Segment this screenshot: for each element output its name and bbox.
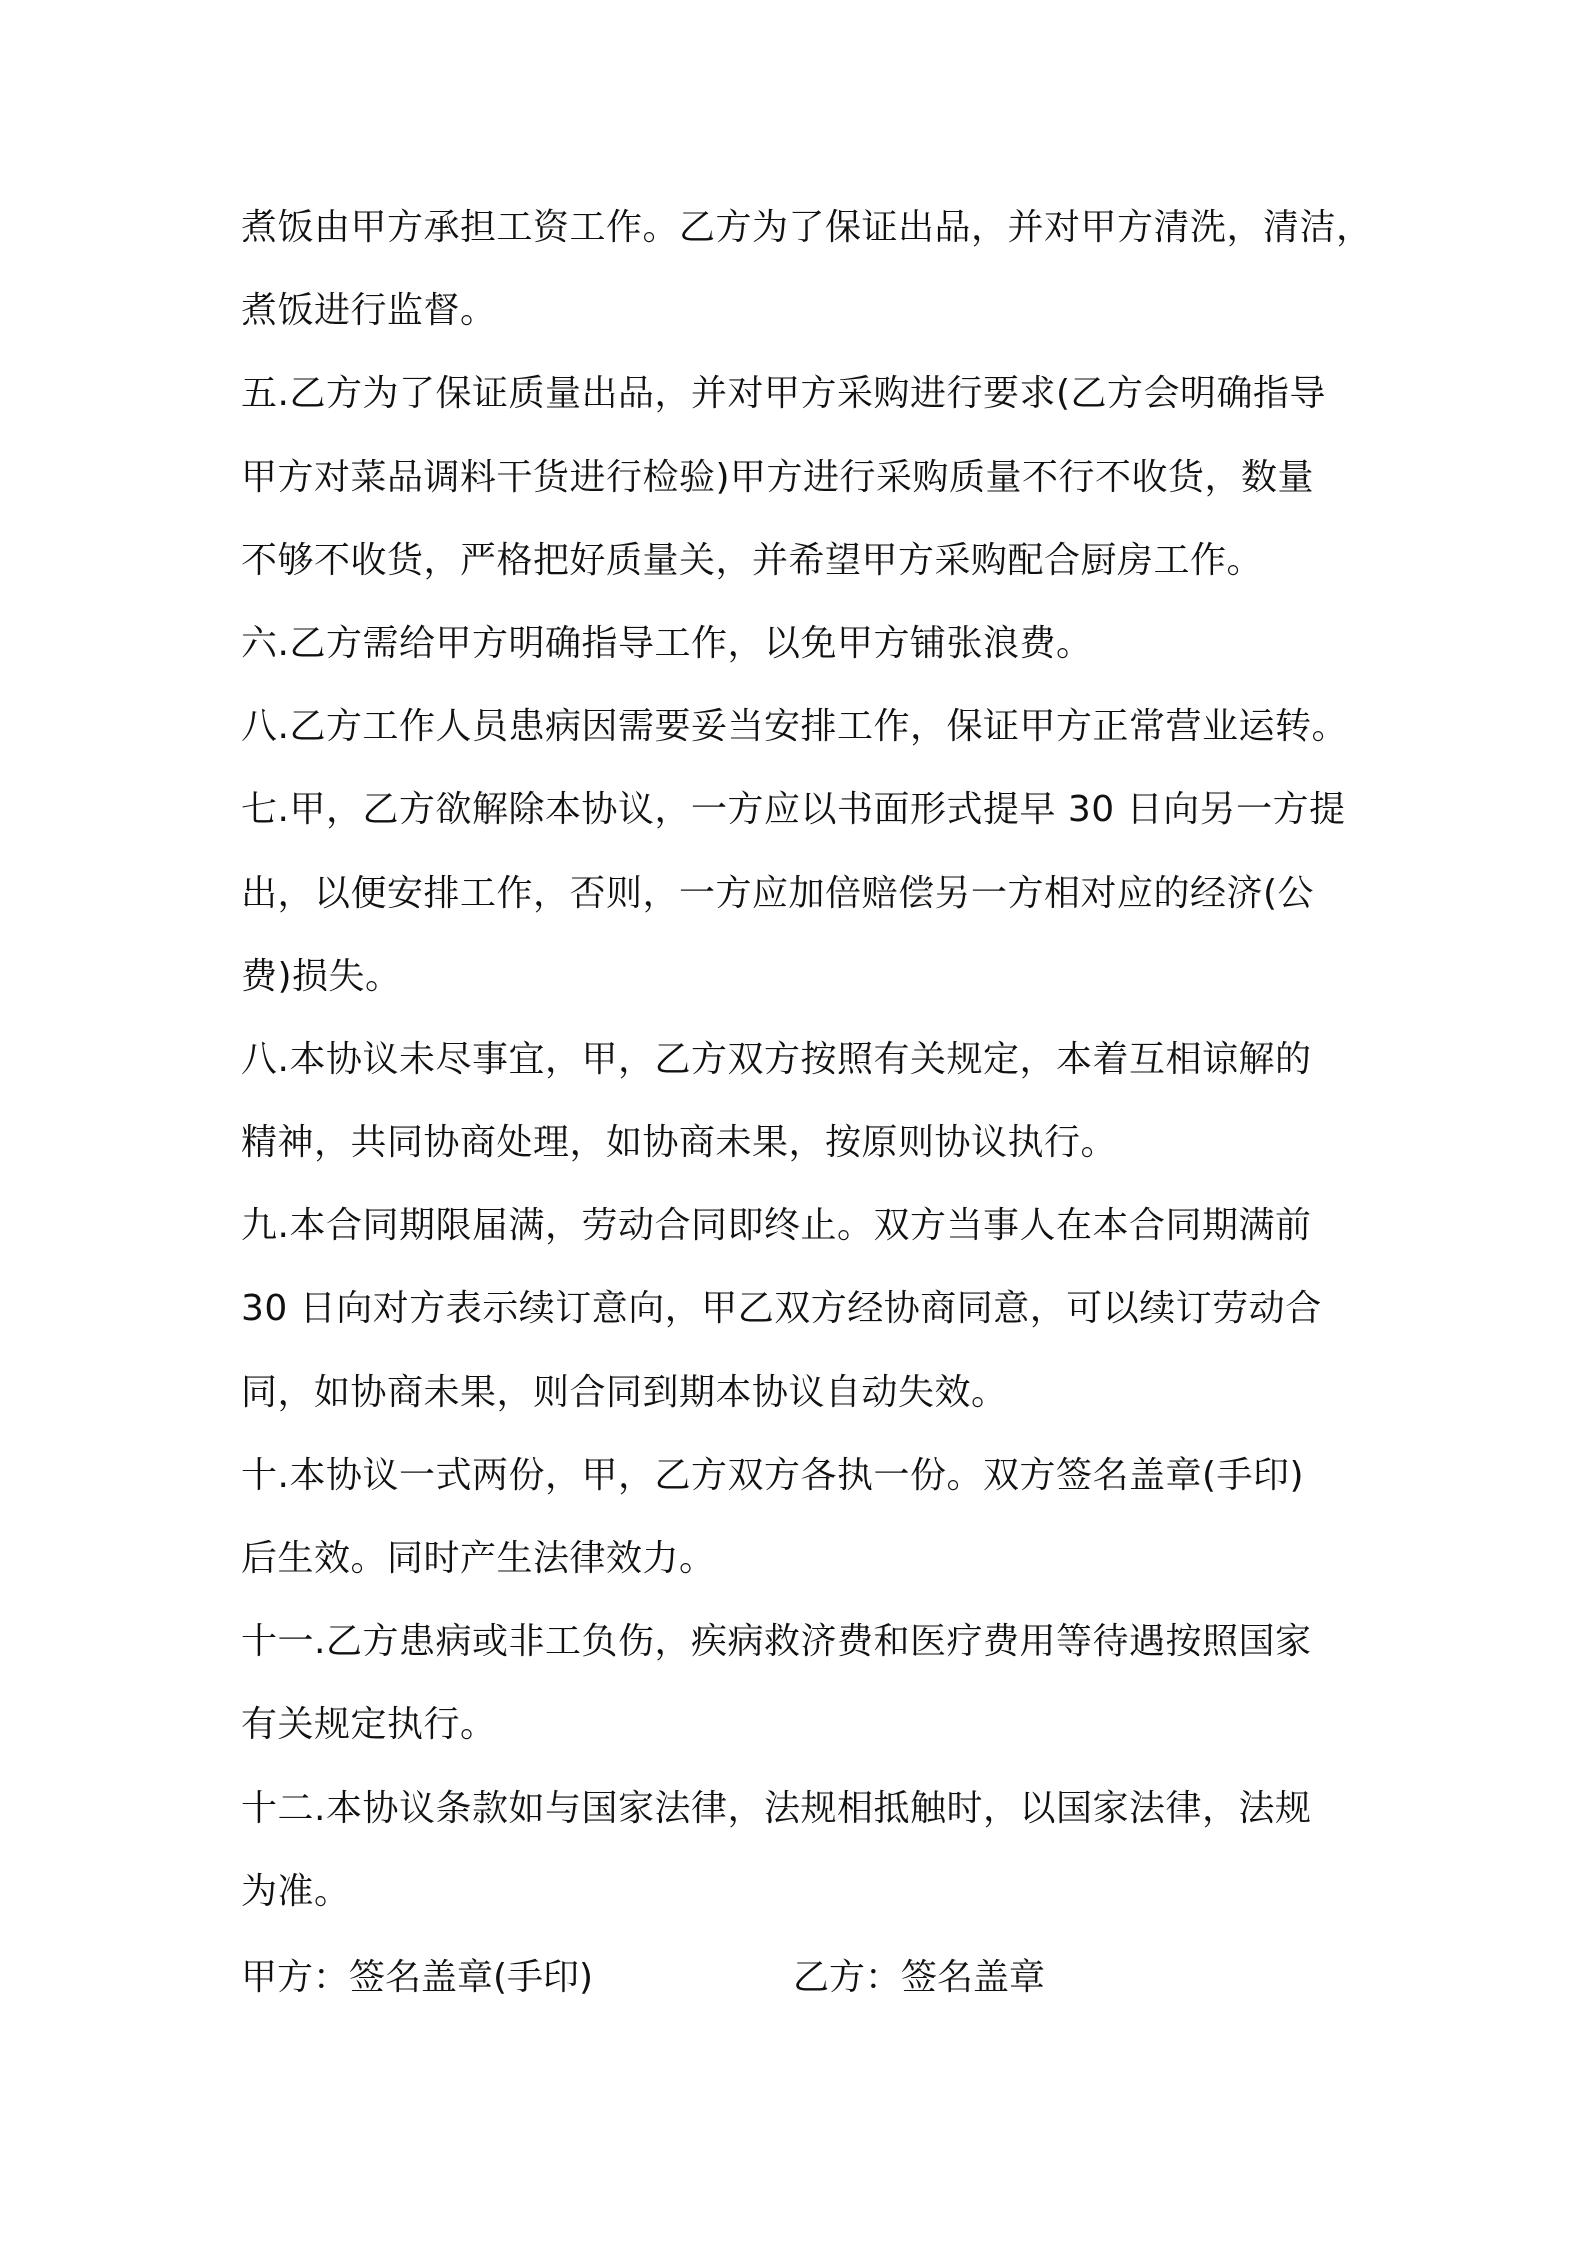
text-line: 后生效。同时产生法律效力。 <box>241 1538 716 1579</box>
text-line: 十一.乙方患病或非工负伤，疾病救济费和医疗费用等待遇按照国家 <box>241 1621 1312 1663</box>
party-b-signature-line: 乙方：签名盖章 <box>793 1957 1046 1998</box>
text-line: 30 日向对方表示续订意向，甲乙双方经协商同意，可以续订劳动合 <box>241 1288 1322 1330</box>
text-line: 煮饭进行监督。 <box>241 290 497 332</box>
text-line: 有关规定执行。 <box>241 1704 497 1746</box>
text-line: 同，如协商未果，则合同到期本协议自动失效。 <box>241 1371 1008 1413</box>
document-body <box>241 200 1371 1947</box>
signature-row <box>241 1950 1371 2006</box>
text-line: 出，以便安排工作，否则，一方应加倍赔偿另一方相对应的经济(公 <box>241 872 1315 914</box>
text-line: 十.本协议一式两份，甲，乙方双方各执一份。双方签名盖章(手印) <box>241 1454 1305 1496</box>
text-line: 八.乙方工作人员患病因需要妥当安排工作，保证甲方正常营业运转。 <box>241 706 1348 748</box>
party-a-signature-line: 甲方：签名盖章(手印) <box>241 1957 594 1998</box>
text-line: 甲方对菜品调料干货进行检验)甲方进行采购质量不行不收货，数量 <box>241 456 1315 498</box>
text-line: 煮饭由甲方承担工资工作。乙方为了保证出品，并对甲方清洗，清洁， <box>241 207 1373 248</box>
text-line: 精神，共同协商处理，如协商未果，按原则协议执行。 <box>241 1122 1118 1164</box>
text-line: 八.本协议未尽事宜，甲，乙方双方按照有关规定，本着互相谅解的 <box>241 1038 1312 1080</box>
text-line: 五.乙方为了保证质量出品，并对甲方采购进行要求(乙方会明确指导 <box>241 373 1326 415</box>
text-line: 不够不收货，严格把好质量关，并希望甲方采购配合厨房工作。 <box>241 539 1264 581</box>
text-line: 费)损失。 <box>241 955 402 997</box>
text-line: 九.本合同期限届满，劳动合同即终止。双方当事人在本合同期满前 <box>241 1205 1312 1247</box>
text-line: 七.甲，乙方欲解除本协议，一方应以书面形式提早 30 日向另一方提 <box>241 789 1346 831</box>
text-line: 为准。 <box>241 1870 351 1912</box>
text-line: 六.乙方需给甲方明确指导工作，以免甲方铺张浪费。 <box>241 622 1093 664</box>
text-line: 十二.本协议条款如与国家法律，法规相抵触时，以国家法律，法规 <box>241 1787 1312 1829</box>
